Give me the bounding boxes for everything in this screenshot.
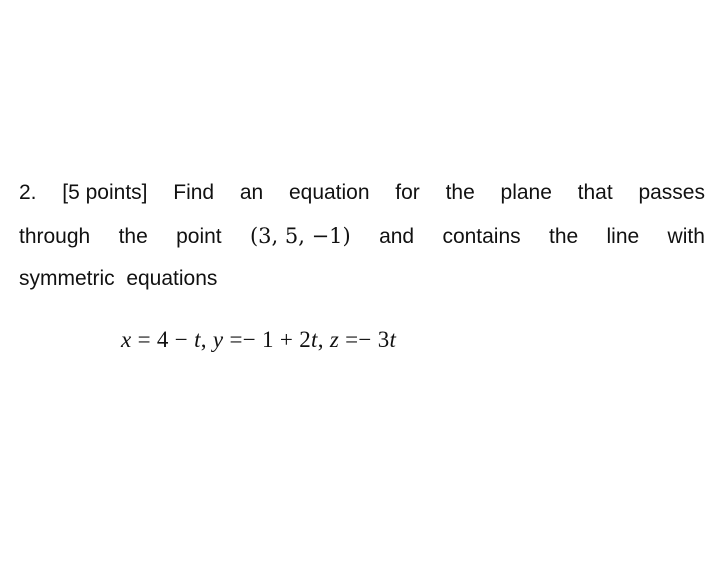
problem-word: passes <box>638 181 705 204</box>
problem-word: point <box>176 225 222 248</box>
eq-y-t: t <box>311 327 318 352</box>
problem-word: that <box>577 181 613 204</box>
problem-word: equation <box>288 181 370 204</box>
eq-x-var: x <box>121 327 132 352</box>
problem-word: for <box>395 181 420 204</box>
problem-word: an <box>239 181 264 204</box>
symmetric-equations <box>121 327 396 353</box>
eq-x-t: t <box>194 327 201 352</box>
problem-word: with <box>667 225 705 248</box>
point-coordinates: (3, 5, −1) <box>249 224 351 248</box>
problem-word: the <box>445 181 475 204</box>
problem-word: line <box>606 225 640 248</box>
problem-statement <box>19 176 705 302</box>
eq-x-rhs: = 4 − <box>131 327 195 352</box>
problem-word: and <box>379 225 415 248</box>
problem-word: contains <box>442 225 521 248</box>
problem-points: [5 points] <box>62 181 148 204</box>
eq-y-rhs: =− 1 + 2 <box>223 327 312 352</box>
problem-number: 2. <box>19 181 37 204</box>
eq-z-rhs: =− 3 <box>339 327 390 352</box>
eq-z-t: t <box>389 327 397 352</box>
problem-word: the <box>118 225 148 248</box>
problem-word: through <box>19 225 91 248</box>
problem-word: Find <box>173 181 215 204</box>
problem-word: plane <box>500 181 552 204</box>
problem-line-3 <box>19 262 705 302</box>
problem-line-1 <box>19 176 705 219</box>
problem-word: the <box>548 225 579 248</box>
eq-sep-1: , <box>200 327 213 352</box>
eq-sep-2: , <box>317 327 330 352</box>
eq-y-var: y <box>212 327 224 352</box>
eq-z-var: z <box>329 327 340 352</box>
problem-line-3-text: symmetric equations <box>19 267 218 290</box>
problem-line-2 <box>19 219 705 262</box>
